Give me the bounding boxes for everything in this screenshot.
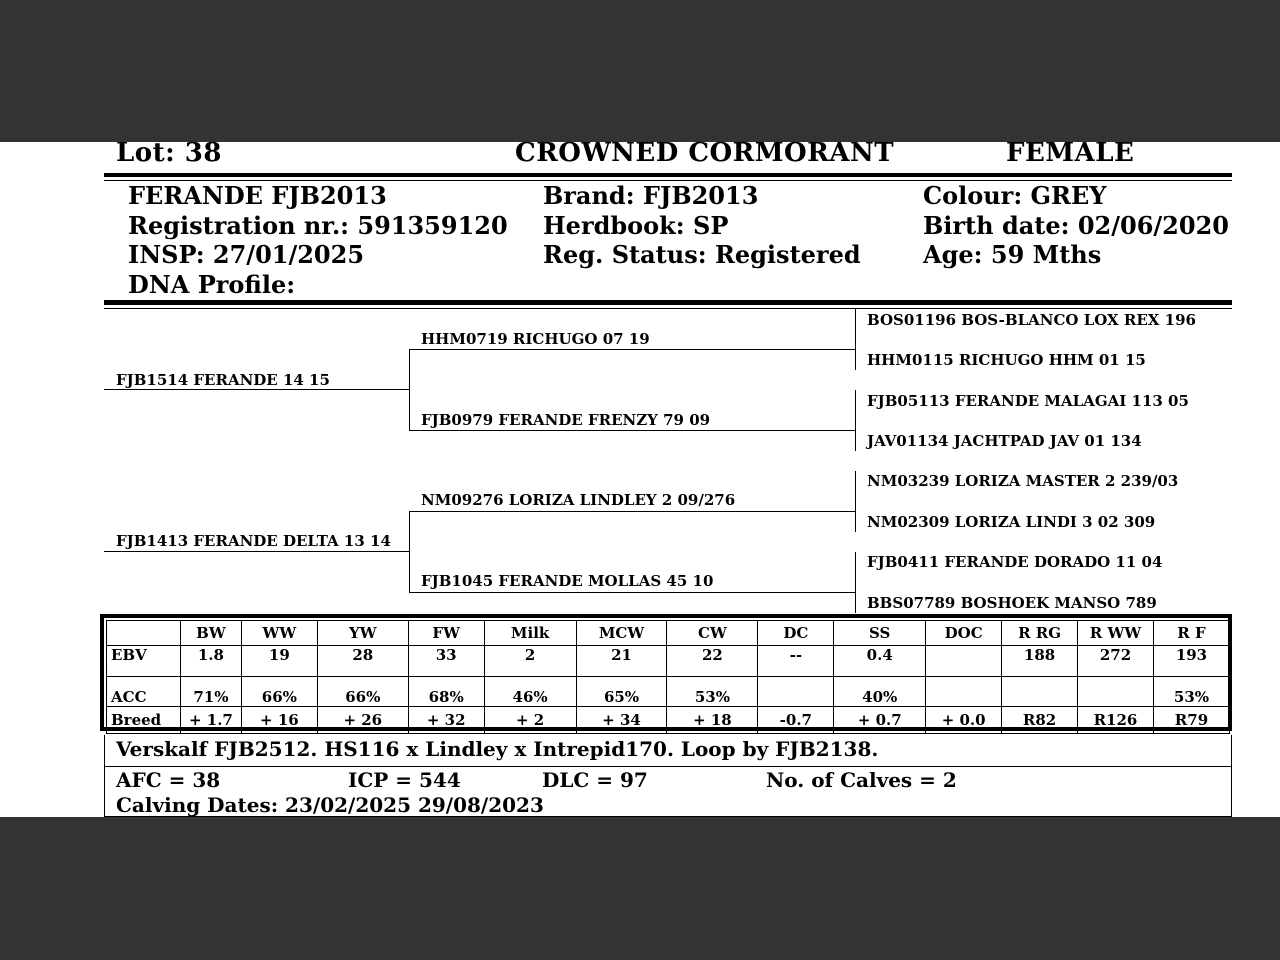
- inspection-date: INSP: 27/01/2025: [128, 240, 365, 269]
- table-cell: 19: [241, 646, 317, 677]
- header-cell: MCW: [576, 621, 667, 646]
- ggp-7: FJB0411 FERANDE DORADO 11 04: [867, 553, 1163, 571]
- dlc-value: DLC = 97: [542, 768, 648, 792]
- table-cell: + 26: [317, 707, 408, 734]
- table-cell: [926, 677, 1002, 707]
- ebv-table: [106, 620, 1230, 734]
- animal-sex: FEMALE: [1006, 138, 1135, 168]
- header-cell: CW: [667, 621, 758, 646]
- info-column-1: [128, 181, 508, 299]
- header-cell: [107, 621, 181, 646]
- age: Age: 59 Mths: [923, 240, 1102, 269]
- dam-line: [104, 551, 409, 552]
- table-cell: 22: [667, 646, 758, 677]
- header-cell: R RG: [1002, 621, 1078, 646]
- sire-dam-line: [409, 430, 855, 431]
- table-cell: 193: [1153, 646, 1229, 677]
- table-cell: [926, 646, 1002, 677]
- ggp-6: NM02309 LORIZA LINDI 3 02 309: [867, 513, 1156, 531]
- ggp-8: BBS07789 BOSHOEK MANSO 789: [867, 594, 1157, 612]
- colour: Colour: GREY: [923, 181, 1107, 210]
- table-cell: 33: [408, 646, 484, 677]
- animal-name: CROWNED CORMORANT: [515, 138, 895, 168]
- dam-sire: NM09276 LORIZA LINDLEY 2 09/276: [421, 491, 736, 509]
- table-cell: [1078, 677, 1154, 707]
- header-cell: SS: [834, 621, 926, 646]
- registration-number: Registration nr.: 591359120: [128, 210, 508, 240]
- table-cell: + 16: [241, 707, 317, 734]
- table-cell: + 32: [408, 707, 484, 734]
- header-cell: DOC: [926, 621, 1002, 646]
- table-cell: --: [758, 646, 834, 677]
- table-cell: 272: [1078, 646, 1154, 677]
- dam-sire-line: [409, 511, 855, 512]
- table-cell: 40%: [834, 677, 926, 707]
- sire-sire-bracket: [855, 309, 856, 370]
- breeder-comment: Verskalf FJB2512. HS116 x Lindley x Intrepid170. Loop by FJB2138.: [116, 737, 879, 761]
- sire-dam: FJB0979 FERANDE FRENZY 79 09: [421, 411, 711, 429]
- header-cell: R WW: [1078, 621, 1154, 646]
- table-cell: 66%: [317, 677, 408, 707]
- header-cell: FW: [408, 621, 484, 646]
- ggp-4: JAV01134 JACHTPAD JAV 01 134: [867, 432, 1142, 450]
- table-cell: 28: [317, 646, 408, 677]
- table-cell: R126: [1078, 707, 1154, 734]
- table-cell: 2: [484, 646, 576, 677]
- table-cell: 68%: [408, 677, 484, 707]
- table-cell: [1002, 677, 1078, 707]
- table-cell: -0.7: [758, 707, 834, 734]
- dam-sire-bracket: [855, 471, 856, 532]
- registration-status: Reg. Status: Registered: [543, 240, 861, 269]
- ggp-3: FJB05113 FERANDE MALAGAI 113 05: [867, 392, 1189, 410]
- table-cell: + 18: [667, 707, 758, 734]
- table-cell: + 34: [576, 707, 667, 734]
- header-cell: Milk: [484, 621, 576, 646]
- header-cell: DC: [758, 621, 834, 646]
- lot-catalogue-page: [0, 138, 1280, 817]
- sire-dam-bracket: [855, 390, 856, 451]
- row-label: ACC: [107, 677, 181, 707]
- afc-value: AFC = 38: [116, 768, 221, 792]
- table-cell: 46%: [484, 677, 576, 707]
- table-cell: 1.8: [180, 646, 241, 677]
- ggp-2: HHM0115 RICHUGO HHM 01 15: [867, 351, 1146, 369]
- table-cell: R82: [1002, 707, 1078, 734]
- table-cell: [758, 677, 834, 707]
- icp-value: ICP = 544: [348, 768, 461, 792]
- calving-dates: Calving Dates: 23/02/2025 29/08/2023: [116, 793, 544, 817]
- info-rule-thick: [104, 300, 1232, 305]
- birth-date: Birth date: 02/06/2020: [923, 210, 1229, 240]
- ebv-header-row: [107, 621, 1230, 646]
- sire-line: [104, 389, 409, 390]
- dam-bracket: [409, 511, 410, 592]
- acc-row: [107, 677, 1230, 707]
- info-rule-thin: [104, 308, 1232, 309]
- dam-dam-bracket: [855, 552, 856, 613]
- dam-dam-line: [409, 592, 855, 593]
- dam-dam: FJB1045 FERANDE MOLLAS 45 10: [421, 572, 714, 590]
- sire-sire-line: [409, 349, 855, 350]
- table-cell: 188: [1002, 646, 1078, 677]
- header-cell: YW: [317, 621, 408, 646]
- breed-row: [107, 707, 1230, 734]
- sire-sire: HHM0719 RICHUGO 07 19: [421, 330, 650, 348]
- ggp-5: NM03239 LORIZA MASTER 2 239/03: [867, 472, 1179, 490]
- table-cell: + 0.7: [834, 707, 926, 734]
- info-column-3: [923, 181, 1229, 270]
- table-cell: + 1.7: [180, 707, 241, 734]
- table-cell: R79: [1153, 707, 1229, 734]
- table-cell: 0.4: [834, 646, 926, 677]
- herd-name: FERANDE FJB2013: [128, 181, 387, 210]
- table-cell: + 0.0: [926, 707, 1002, 734]
- row-label: Breed: [107, 707, 181, 734]
- dam: FJB1413 FERANDE DELTA 13 14: [116, 532, 391, 550]
- calves-count: No. of Calves = 2: [766, 768, 957, 792]
- notes-divider: [104, 766, 1232, 767]
- row-label: EBV: [107, 646, 181, 677]
- dna-profile: DNA Profile:: [128, 269, 296, 299]
- herdbook: Herdbook: SP: [543, 210, 729, 240]
- table-cell: 53%: [667, 677, 758, 707]
- header-cell: BW: [180, 621, 241, 646]
- table-cell: 21: [576, 646, 667, 677]
- header-rule-thick: [104, 173, 1232, 177]
- lot-number: Lot: 38: [116, 138, 222, 168]
- brand: Brand: FJB2013: [543, 181, 759, 210]
- header-cell: R F: [1153, 621, 1229, 646]
- table-cell: 53%: [1153, 677, 1229, 707]
- sire: FJB1514 FERANDE 14 15: [116, 371, 330, 389]
- sire-bracket: [409, 349, 410, 430]
- ebv-row: [107, 646, 1230, 677]
- table-cell: + 2: [484, 707, 576, 734]
- table-cell: 71%: [180, 677, 241, 707]
- header-cell: WW: [241, 621, 317, 646]
- ggp-1: BOS01196 BOS-BLANCO LOX REX 196: [867, 311, 1196, 329]
- table-cell: 66%: [241, 677, 317, 707]
- info-column-2: [543, 181, 861, 270]
- table-cell: 65%: [576, 677, 667, 707]
